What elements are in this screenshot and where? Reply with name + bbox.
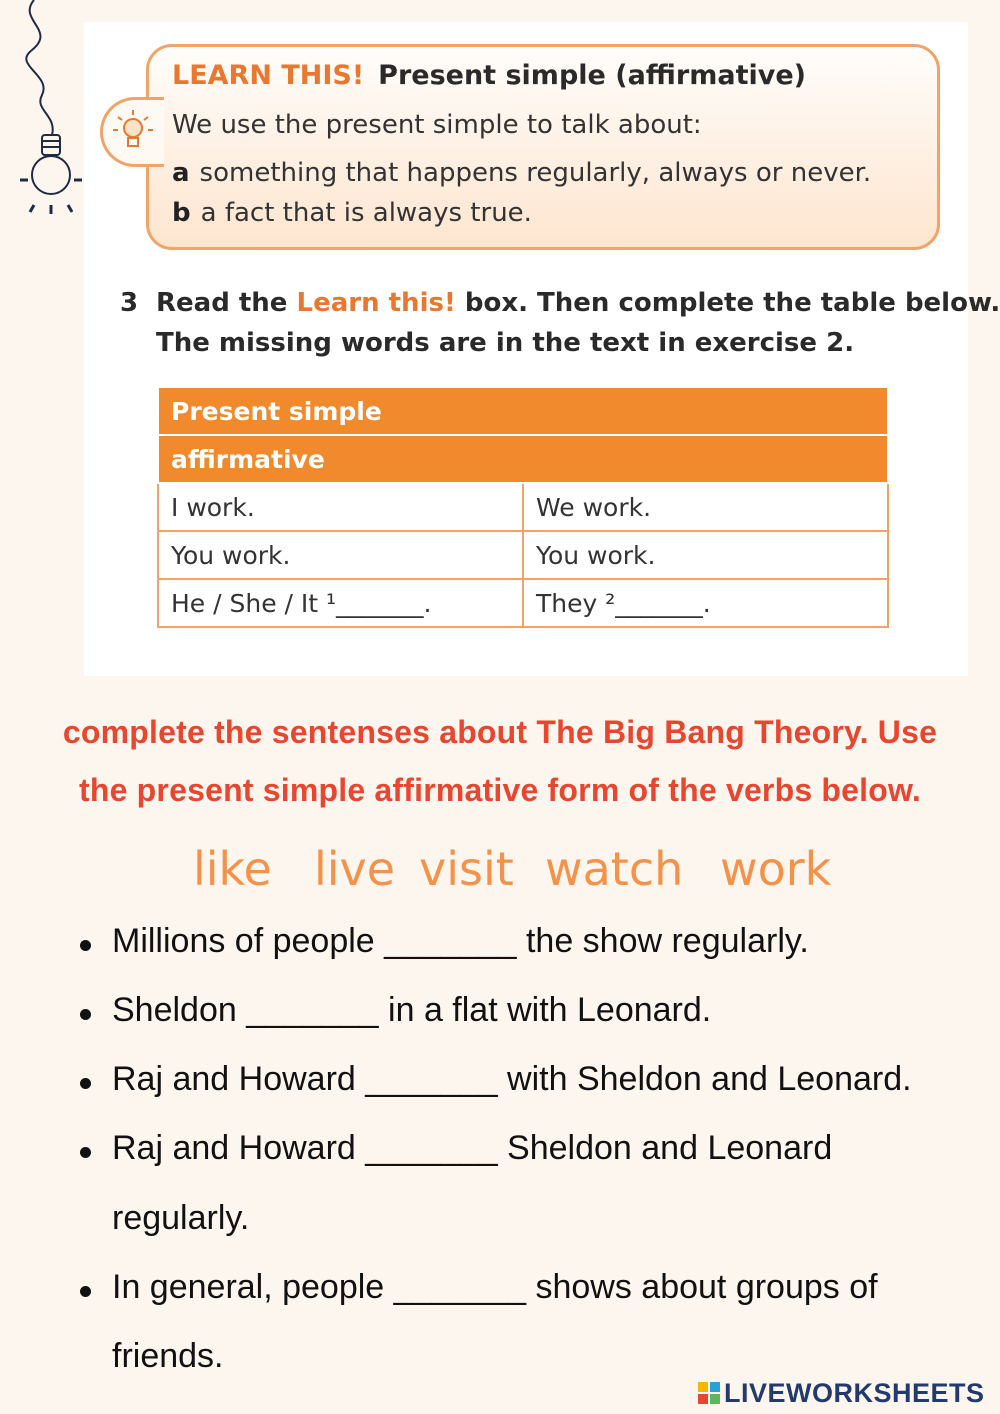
exercise-instruction-line1 bbox=[120, 288, 1000, 318]
bullet-dot bbox=[80, 940, 91, 951]
word-bank-visit: visit bbox=[419, 842, 514, 896]
table-cell: We work. bbox=[523, 483, 888, 531]
lightbulb-icon bbox=[110, 108, 156, 158]
exercise-text: Read the bbox=[156, 288, 297, 318]
exercise-instruction-line2: The missing words are in the text in exercise 2. bbox=[156, 328, 855, 358]
learn-item-letter: b bbox=[172, 198, 191, 228]
table-cell: I work. bbox=[158, 483, 523, 531]
learn-this-tag: LEARN THIS! bbox=[172, 60, 365, 91]
learn-box-heading: Present simple (affirmative) bbox=[378, 60, 806, 91]
exercise-number: 3 bbox=[120, 288, 139, 318]
table-row bbox=[158, 531, 888, 579]
learn-box-intro: We use the present simple to talk about: bbox=[172, 110, 702, 140]
present-simple-table bbox=[157, 386, 889, 628]
bullet-dot bbox=[80, 1286, 91, 1297]
liveworksheets-logo-icon bbox=[698, 1382, 720, 1404]
table-cell-blank-2[interactable]: They ²_______. bbox=[523, 579, 888, 627]
sentence-4-continued: regularly. bbox=[112, 1199, 250, 1237]
table-header-subtitle: affirmative bbox=[158, 435, 888, 483]
table-cell: You work. bbox=[158, 531, 523, 579]
sentence-2[interactable]: Sheldon _______ in a flat with Leonard. bbox=[112, 991, 712, 1029]
word-bank-watch: watch bbox=[545, 842, 684, 896]
table-header-title: Present simple bbox=[158, 387, 888, 435]
bullet-dot bbox=[80, 1009, 91, 1020]
instruction-line1: complete the sentenses about The Big Bang Theory. Use bbox=[62, 714, 938, 750]
table-row bbox=[158, 483, 888, 531]
sentence-5[interactable]: In general, people _______ shows about groups of bbox=[112, 1268, 878, 1306]
instruction-line2: the present simple affirmative form of the verbs below. bbox=[78, 772, 921, 808]
learn-item-letter: a bbox=[172, 158, 190, 188]
word-bank-work: work bbox=[720, 842, 832, 896]
liveworksheets-brand: LIVEWORKSHEETS bbox=[724, 1378, 985, 1408]
sentence-1[interactable]: Millions of people _______ the show regularly. bbox=[112, 922, 809, 960]
word-bank-live: live bbox=[314, 842, 396, 896]
bullet-dot bbox=[80, 1147, 91, 1158]
learn-item-text: a fact that is always true. bbox=[200, 198, 532, 228]
table-cell: You work. bbox=[523, 531, 888, 579]
exercise-text: box. Then complete the table below. bbox=[455, 288, 1000, 318]
bullet-dot bbox=[80, 1078, 91, 1089]
table-cell-blank-1[interactable]: He / She / It ¹_______. bbox=[158, 579, 523, 627]
sentence-3[interactable]: Raj and Howard _______ with Sheldon and Leonard. bbox=[112, 1060, 912, 1098]
learn-item-text: something that happens regularly, always or never. bbox=[199, 158, 872, 188]
table-row bbox=[158, 579, 888, 627]
sentence-4[interactable]: Raj and Howard _______ Sheldon and Leonard bbox=[112, 1129, 833, 1167]
learn-this-reference: Learn this! bbox=[296, 288, 456, 318]
lightbulb-doodle-icon bbox=[12, 0, 92, 220]
word-bank-like: like bbox=[193, 842, 272, 896]
learn-item-b bbox=[172, 198, 532, 228]
sentence-5-continued: friends. bbox=[112, 1337, 224, 1375]
learn-box-title bbox=[172, 60, 806, 91]
learn-item-a bbox=[172, 158, 871, 188]
